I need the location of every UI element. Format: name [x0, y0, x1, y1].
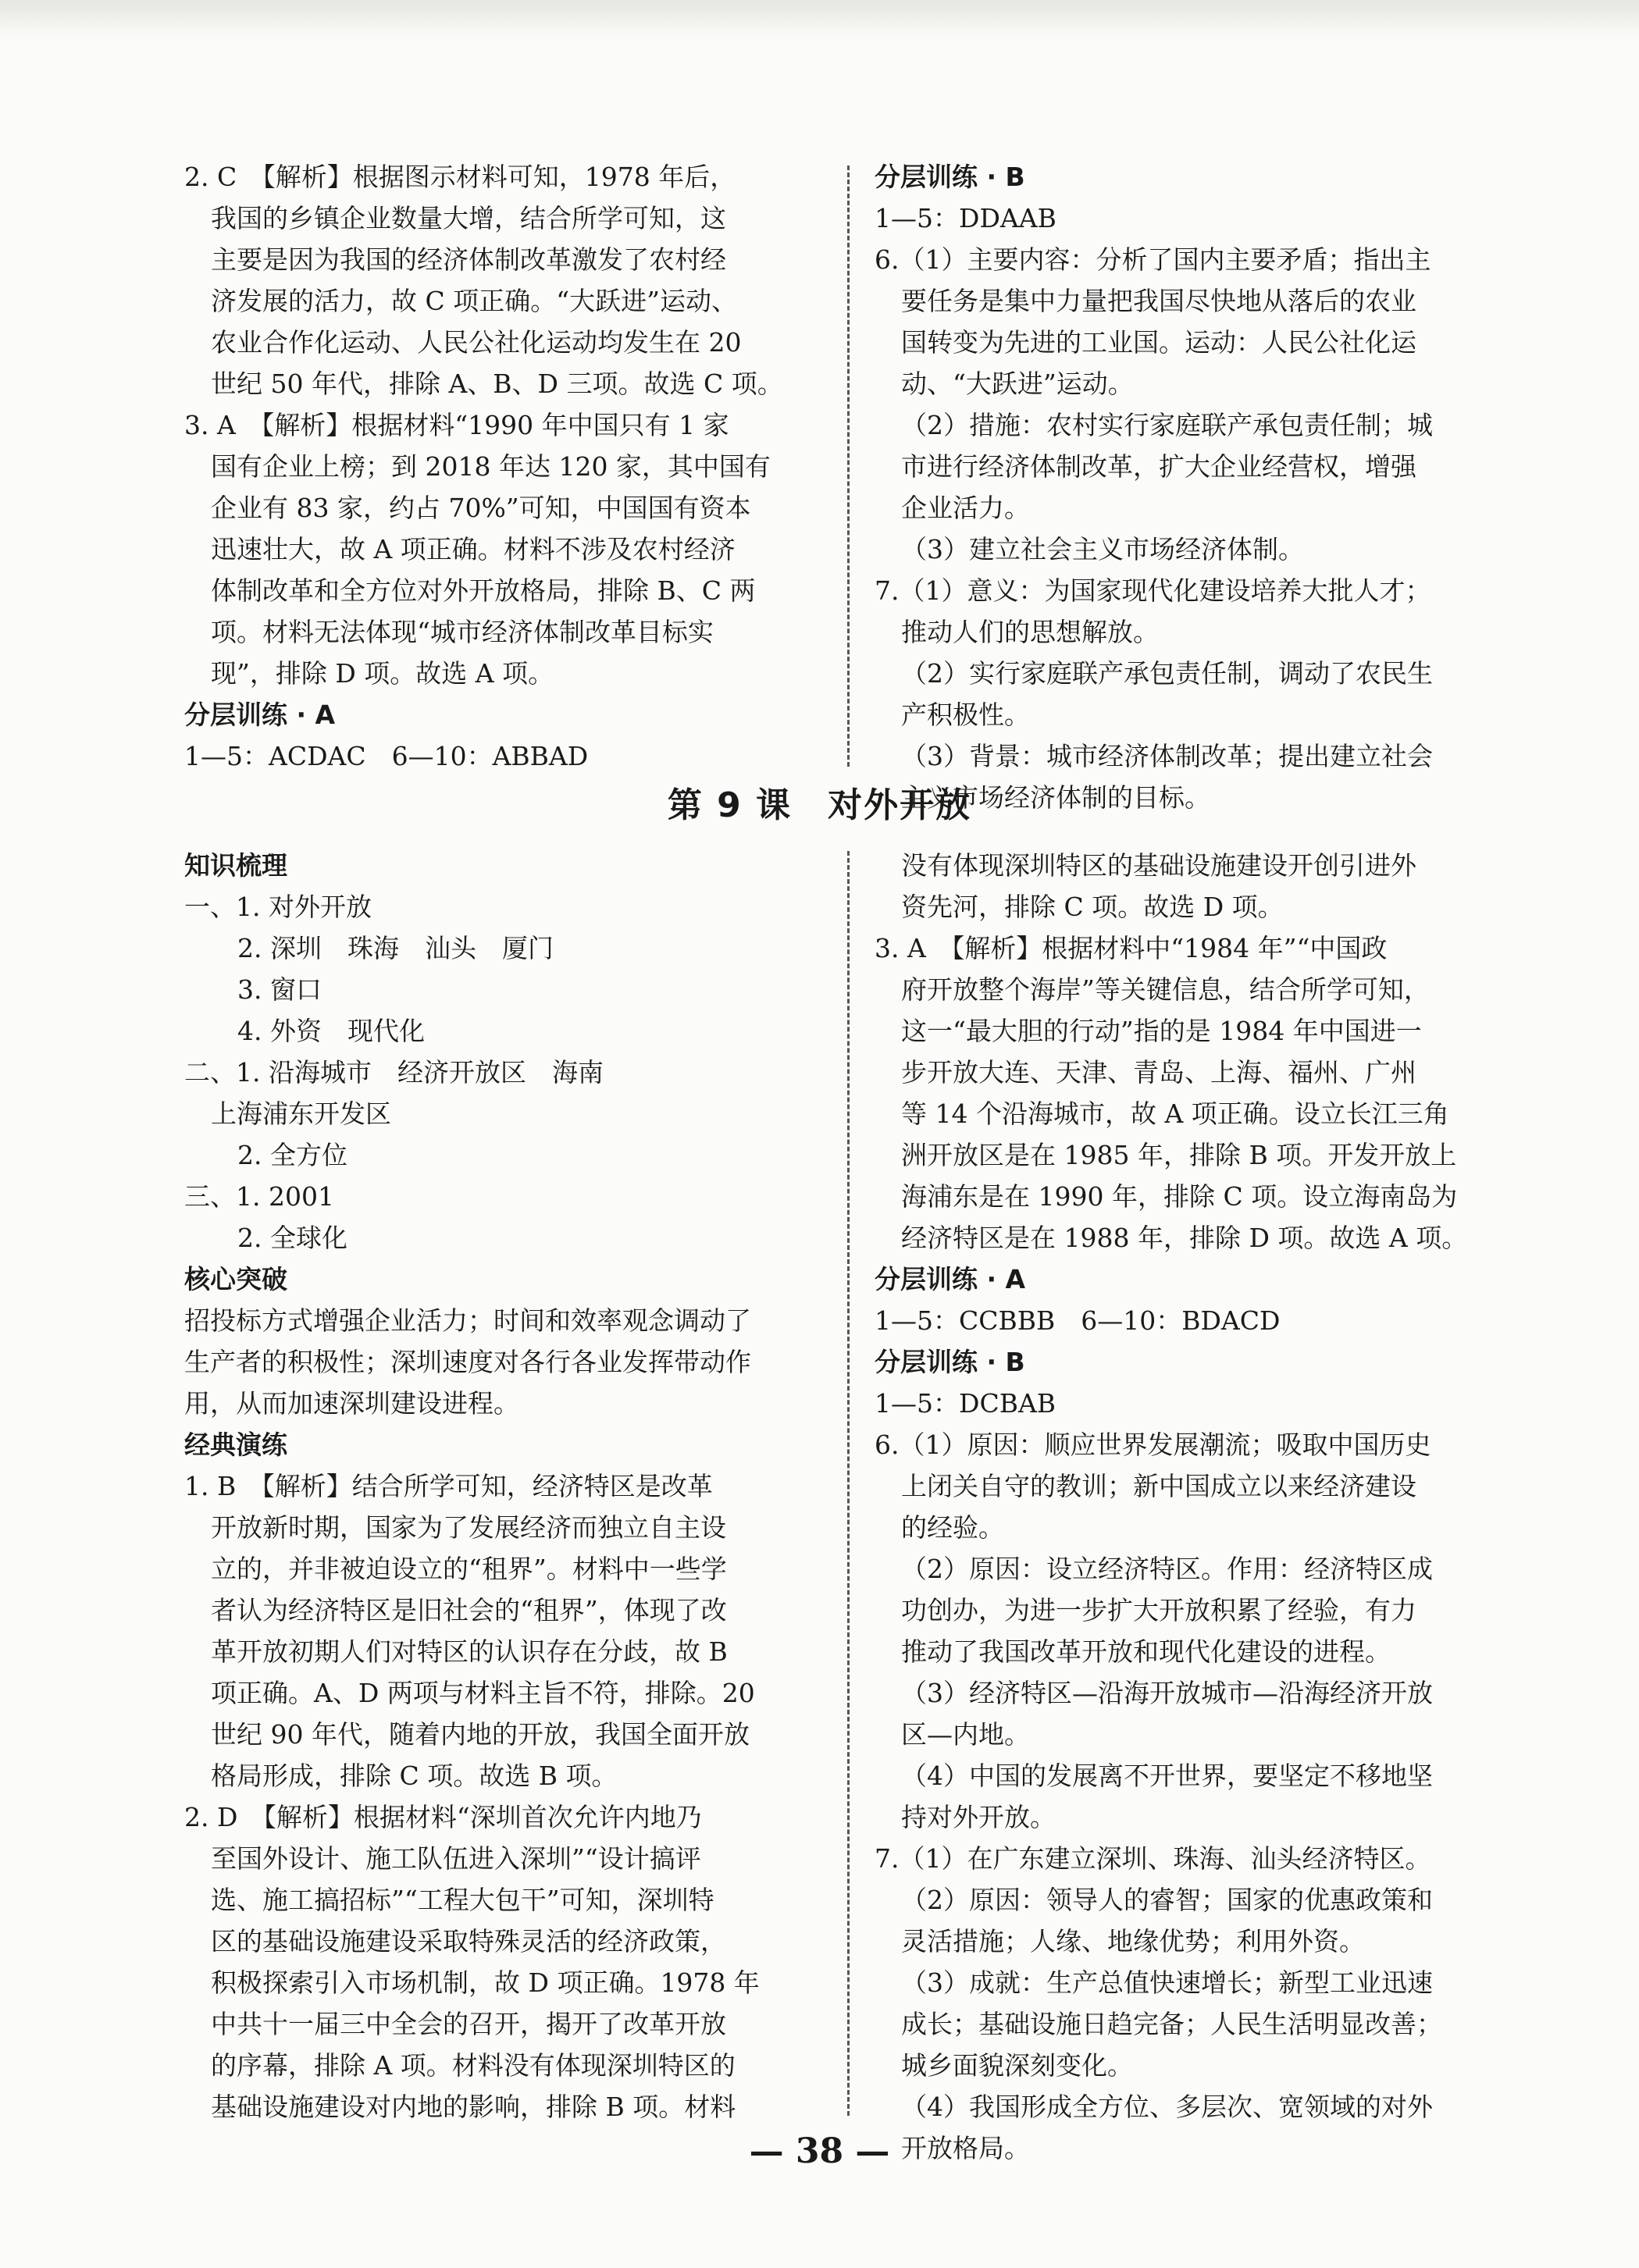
text-line: 府开放整个海岸”等关键信息，结合所学可知，: [901, 974, 1430, 1005]
text-line: 立的，并非被迫设立的“租界”。材料中一些学: [211, 1554, 727, 1584]
text-line: 国转变为先进的工业国。运动：人民公社化运: [901, 327, 1416, 358]
text-line: 灵活措施；人缘、地缘优势；利用外资。: [901, 1926, 1365, 1956]
text-line: 基础设施建设对内地的影响，排除 B 项。材料: [211, 2092, 736, 2122]
text-line: 2. C 【解析】根据图示材料可知，1978 年后，: [184, 162, 736, 192]
text-line: 项正确。A、D 两项与材料主旨不符，排除。20: [211, 1678, 755, 1708]
text-line: 项。材料无法体现“城市经济体制改革目标实: [211, 617, 714, 647]
top-right-column: [875, 156, 1546, 818]
text-line: 世纪 50 年代，排除 A、B、D 三项。故选 C 项。: [211, 369, 783, 399]
text-line: 革开放初期人们对特区的认识存在分歧，故 B: [211, 1636, 728, 1667]
text-line: 1—5：CCBBB 6—10：BDACD: [875, 1305, 1281, 1336]
text-line: 2. 深圳 珠海 汕头 厦门: [237, 933, 554, 963]
text-line: （3）经济特区—沿海开放城市—沿海经济开放: [901, 1678, 1433, 1708]
text-line: 的序幕，排除 A 项。材料没有体现深圳特区的: [211, 2050, 736, 2081]
text-line: 至国外设计、施工队伍进入深圳”“设计搞评: [211, 1843, 701, 1874]
text-line: 一、1. 对外开放: [184, 892, 372, 922]
section-heading: 分层训练 · A: [184, 700, 336, 730]
text-line: （3）背景：城市经济体制改革；提出建立社会: [901, 741, 1433, 771]
top-left-column: [184, 156, 817, 777]
text-line: 用，从而加速深圳建设进程。: [184, 1388, 519, 1419]
text-line: 3. A 【解析】根据材料中“1984 年”“中国政: [875, 933, 1388, 963]
text-line: 区的基础设施建设采取特殊灵活的经济政策，: [211, 1926, 726, 1956]
scan-top-band: [0, 0, 1639, 39]
text-line: 市进行经济体制改革，扩大企业经营权，增强: [901, 451, 1416, 482]
text-line: 主要是因为我国的经济体制改革激发了农村经: [211, 244, 726, 275]
text-line: 选、施工搞招标”“工程大包干”可知，深圳特: [211, 1885, 714, 1915]
text-line: 成长；基础设施日趋完备；人民生活明显改善；: [901, 2009, 1442, 2039]
text-line: 企业活力。: [901, 493, 1030, 523]
text-line: （2）实行家庭联产承包责任制，调动了农民生: [901, 658, 1433, 689]
text-line: 动、“大跃进”运动。: [901, 369, 1134, 399]
text-line: 要任务是集中力量把我国尽快地从落后的农业: [901, 286, 1416, 316]
text-line: 推动人们的思想解放。: [901, 617, 1159, 647]
text-line: 6.（1）原因：顺应世界发展潮流；吸取中国历史: [875, 1430, 1431, 1460]
page-number: — 38 —: [749, 2131, 890, 2171]
text-line: 三、1. 2001: [184, 1181, 334, 1212]
text-line: 现”，排除 D 项。故选 A 项。: [211, 658, 554, 689]
text-line: （2）原因：设立经济特区。作用：经济特区成: [901, 1554, 1433, 1584]
section-heading: 分层训练 · B: [875, 1347, 1025, 1377]
text-line: 1. B 【解析】结合所学可知，经济特区是改革: [184, 1471, 713, 1501]
text-line: 二、1. 沿海城市 经济开放区 海南: [184, 1057, 604, 1088]
text-line: 6.（1）主要内容：分析了国内主要矛盾；指出主: [875, 244, 1431, 275]
section-heading: 分层训练 · B: [875, 162, 1025, 192]
text-line: 主义市场经济体制的目标。: [901, 782, 1210, 813]
section-heading: 经典演练: [184, 1430, 287, 1460]
text-line: 上海浦东开发区: [211, 1098, 391, 1129]
text-line: 7.（1）意义：为国家现代化建设培养大批人才；: [875, 575, 1431, 606]
text-line: 开放新时期，国家为了发展经济而独立自主设: [211, 1512, 726, 1543]
text-line: 3. 窗口: [237, 974, 322, 1005]
text-line: 2. 全方位: [237, 1140, 347, 1170]
text-line: 2. 全球化: [237, 1223, 347, 1253]
text-line: 推动了我国改革开放和现代化建设的进程。: [901, 1636, 1391, 1667]
text-line: （2）原因：领导人的睿智；国家的优惠政策和: [901, 1885, 1433, 1915]
section-heading: 知识梳理: [184, 850, 287, 881]
text-line: 世纪 90 年代，随着内地的开放，我国全面开放: [211, 1719, 750, 1750]
text-line: 1—5：DDAAB: [875, 203, 1056, 233]
text-line: 济发展的活力，故 C 项正确。“大跃进”运动、: [211, 286, 737, 316]
text-line: 格局形成，排除 C 项。故选 B 项。: [211, 1761, 618, 1791]
text-line: 1—5：ACDAC 6—10：ABBAD: [184, 741, 589, 771]
text-line: 经济特区是在 1988 年，排除 D 项。故选 A 项。: [901, 1223, 1468, 1253]
text-line: 迅速壮大，故 A 项正确。材料不涉及农村经济: [211, 534, 736, 564]
text-line: 区—内地。: [901, 1719, 1030, 1750]
text-line: 海浦东是在 1990 年，排除 C 项。设立海南岛为: [901, 1181, 1458, 1212]
bottom-right-column: [875, 845, 1546, 2169]
text-line: （4）我国形成全方位、多层次、宽领域的对外: [901, 2092, 1433, 2122]
text-line: 4. 外资 现代化: [237, 1016, 425, 1046]
text-line: 招投标方式增强企业活力；时间和效率观念调动了: [184, 1305, 751, 1336]
text-line: 资先河，排除 C 项。故选 D 项。: [901, 892, 1284, 922]
text-line: （4）中国的发展离不开世界，要坚定不移地坚: [901, 1761, 1433, 1791]
text-line: 1—5：DCBAB: [875, 1388, 1056, 1419]
text-line: 生产者的积极性；深圳速度对各行各业发挥带动作: [184, 1347, 751, 1377]
text-line: 积极探索引入市场机制，故 D 项正确。1978 年: [211, 1967, 760, 1998]
text-line: 上闭关自守的教训；新中国成立以来经济建设: [901, 1471, 1416, 1501]
text-line: 的经验。: [901, 1512, 1004, 1543]
text-line: 国有企业上榜；到 2018 年达 120 家，其中国有: [211, 451, 771, 482]
text-line: 步开放大连、天津、青岛、上海、福州、广州: [901, 1057, 1416, 1088]
text-line: 3. A 【解析】根据材料“1990 年中国只有 1 家: [184, 410, 729, 440]
text-line: 没有体现深圳特区的基础设施建设开创引进外: [901, 850, 1416, 881]
text-line: （3）建立社会主义市场经济体制。: [901, 534, 1304, 564]
text-line: 产积极性。: [901, 700, 1030, 730]
bottom-left-column: [184, 845, 817, 2127]
text-line: 2. D 【解析】根据材料“深圳首次允许内地乃: [184, 1802, 702, 1832]
text-line: 体制改革和全方位对外开放格局，排除 B、C 两: [211, 575, 756, 606]
text-line: 企业有 83 家，约占 70%”可知，中国国有资本: [211, 493, 751, 523]
text-line: 持对外开放。: [901, 1802, 1056, 1832]
text-line: 洲开放区是在 1985 年，排除 B 项。开发开放上: [901, 1140, 1457, 1170]
text-line: 功创办，为进一步扩大开放积累了经验，有力: [901, 1595, 1416, 1625]
column-divider-bottom: [847, 851, 850, 2116]
text-line: 7.（1）在广东建立深圳、珠海、汕头经济特区。: [875, 1843, 1431, 1874]
text-line: 中共十一届三中全会的召开，揭开了改革开放: [211, 2009, 726, 2039]
text-line: 我国的乡镇企业数量大增，结合所学可知，这: [211, 203, 726, 233]
text-line: （3）成就：生产总值快速增长；新型工业迅速: [901, 1967, 1433, 1998]
text-line: 者认为经济特区是旧社会的“租界”，体现了改: [211, 1595, 727, 1625]
lesson-title: 第 9 课 对外开放: [667, 785, 972, 825]
column-divider-top: [847, 166, 850, 767]
section-heading: 核心突破: [184, 1264, 287, 1294]
text-line: 开放格局。: [901, 2133, 1030, 2163]
text-line: （2）措施：农村实行家庭联产承包责任制；城: [901, 410, 1433, 440]
text-line: 城乡面貌深刻变化。: [901, 2050, 1133, 2081]
text-line: 农业合作化运动、人民公社化运动均发生在 20: [211, 327, 742, 358]
text-line: 这一“最大胆的行动”指的是 1984 年中国进一: [901, 1016, 1422, 1046]
section-heading: 分层训练 · A: [875, 1264, 1026, 1294]
text-line: 等 14 个沿海城市，故 A 项正确。设立长江三角: [901, 1098, 1449, 1129]
